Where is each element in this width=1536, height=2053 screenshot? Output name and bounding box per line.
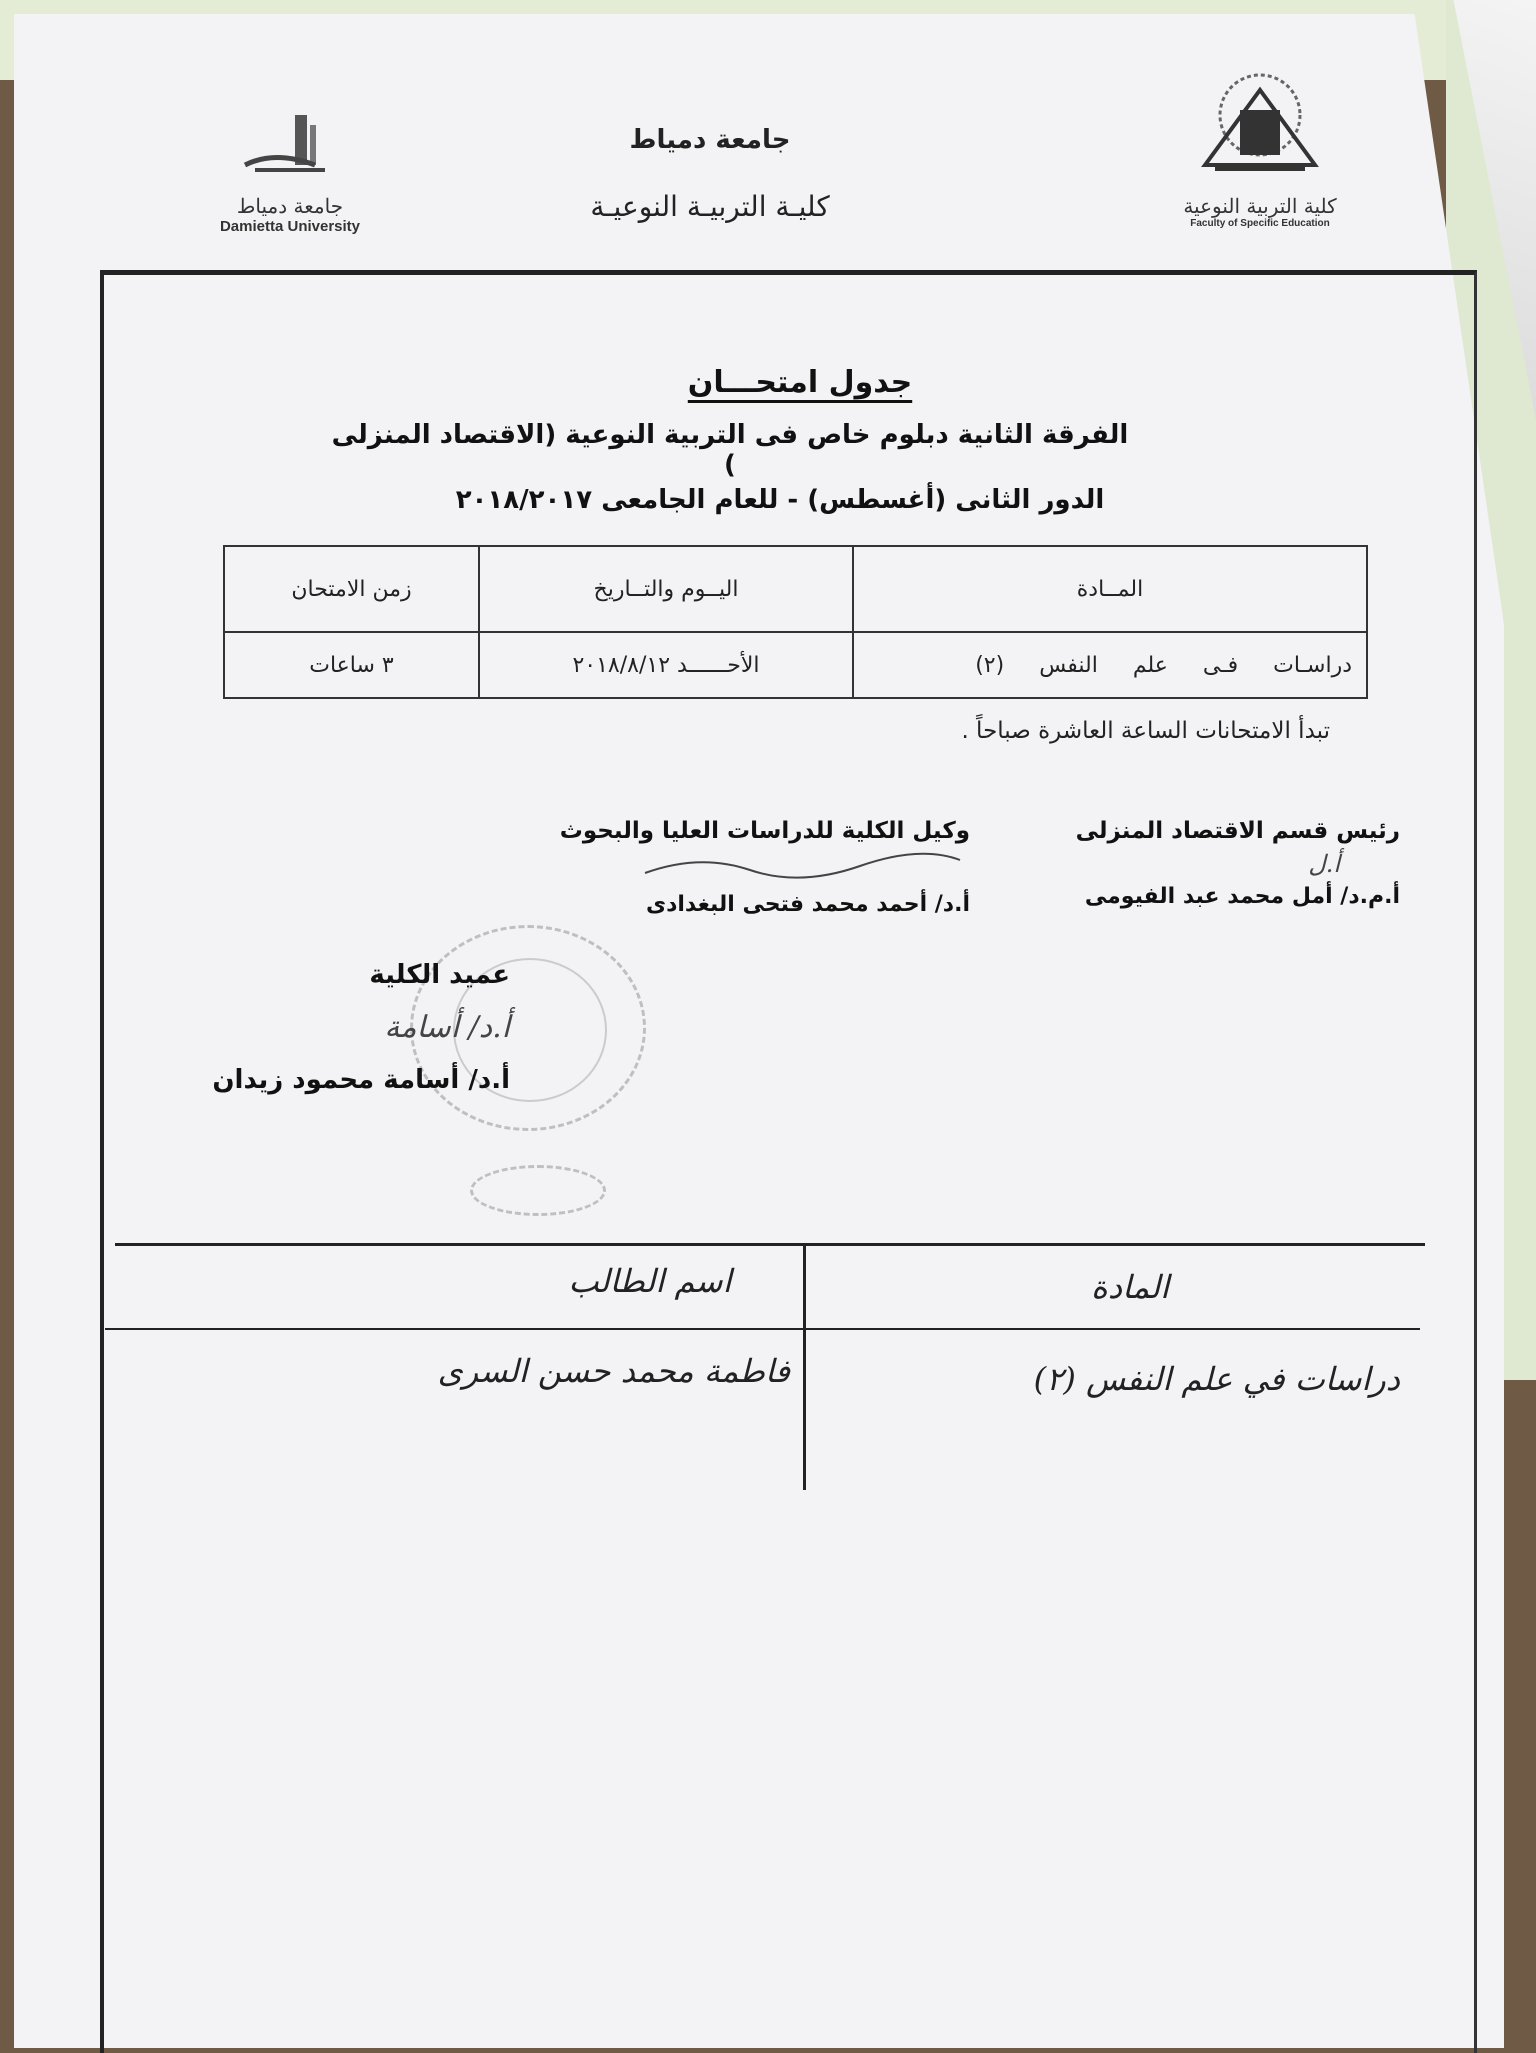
dept-head-title: رئيس قسم الاقتصاد المنزلى (1075, 818, 1400, 844)
page-title: جدول امتحـــان (687, 365, 913, 400)
cell-duration: ٣ ساعات (224, 632, 479, 698)
damietta-university-logo (190, 110, 390, 235)
header-subject: المــادة (853, 546, 1367, 632)
faculty-logo (1170, 70, 1350, 229)
handwritten-student-name: فاطمة محمد حسن السرى (437, 1352, 790, 1390)
university-name: جامعة دمياط (629, 125, 791, 155)
logo-left-english: Damietta University (219, 218, 361, 235)
cell-subject: دراسـات فـى علم النفس (٢) (853, 632, 1367, 698)
handwritten-header-subject: المادة (1091, 1268, 1169, 1306)
university-emblem-icon (235, 110, 345, 190)
vice-dean-name: أ.د/ أحمد محمد فتحى البغدادى (645, 892, 970, 917)
session-subtitle: الدور الثانى (أغسطس) - للعام الجامعى ٢٠١٨/٢٠١٧ (455, 485, 1105, 515)
dean-name: أ.د/ أسامة محمود زيدان (212, 1065, 510, 1095)
content-frame (100, 270, 1477, 2053)
table-header-row (224, 546, 1367, 632)
header-duration: زمن الامتحان (224, 546, 479, 632)
logo-right-arabic: كلية التربية النوعية (1183, 194, 1337, 218)
handwritten-table-divider (803, 1245, 806, 1490)
stamp-small (470, 1165, 606, 1216)
vice-dean-title: وكيل الكلية للدراسات العليا والبحوث (559, 818, 970, 844)
dept-head-signature (1050, 818, 1400, 909)
exam-schedule-table (223, 545, 1368, 699)
logo-right-english: Faculty of Specific Education (1190, 218, 1330, 229)
table-row (224, 632, 1367, 698)
dean-signature (150, 960, 510, 1095)
dean-handwritten-signature: أ.د/ أسامة (384, 1010, 510, 1045)
dept-head-name: أ.م.د/ أمل محمد عبد الفيومى (1084, 884, 1400, 909)
dept-head-handwritten-signature: أ.ل (1308, 850, 1340, 878)
handwritten-table-top-line (115, 1243, 1425, 1246)
faculty-name: كليـة التربيـة النوعيـة (590, 190, 830, 223)
start-time-note: تبدأ الامتحانات الساعة العاشرة صباحاً . (961, 718, 1330, 744)
handwritten-header-student: اسم الطالب (568, 1262, 732, 1300)
program-subtitle: الفرقة الثانية دبلوم خاص فى التربية النوعية (الاقتصاد المنزلى ) (331, 420, 1129, 480)
vice-dean-signature (520, 818, 970, 917)
logo-left-arabic: جامعة دمياط (236, 194, 344, 218)
header-date: اليــوم والتــاريخ (479, 546, 853, 632)
cell-date: الأحــــــد ٢٠١٨/٨/١٢ (479, 632, 853, 698)
handwritten-table-header-line (105, 1328, 1420, 1330)
faculty-emblem-icon (1185, 70, 1335, 190)
vice-dean-handwritten-signature (640, 848, 970, 888)
dean-title: عميد الكلية (369, 960, 510, 990)
handwritten-subject: دراسات في علم النفس (٢) (1033, 1360, 1400, 1398)
